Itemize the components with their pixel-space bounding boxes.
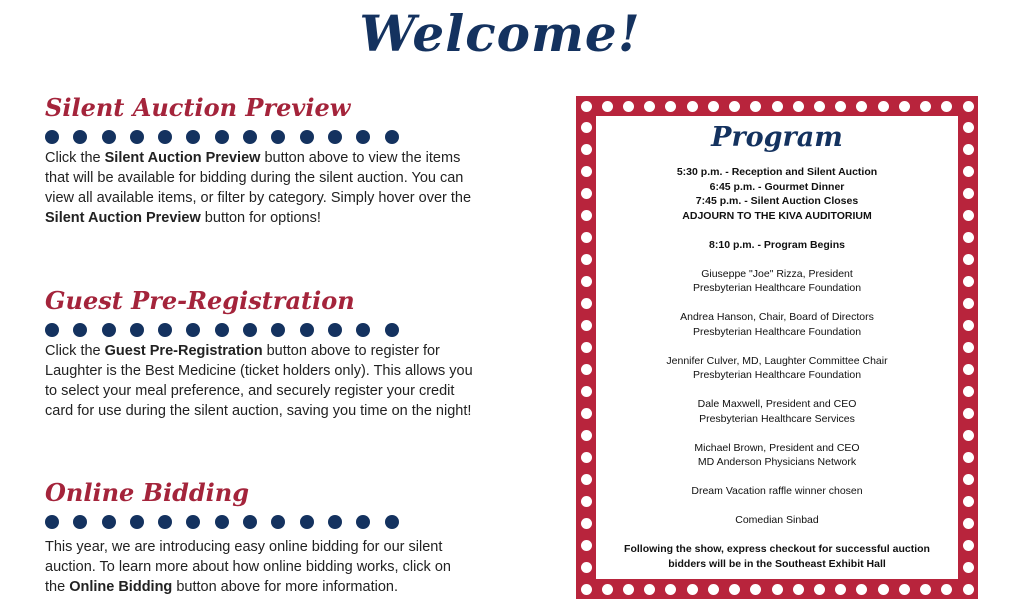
marquee-bulb [729,101,740,112]
marquee-bulb [814,101,825,112]
marquee-bulb [963,540,974,551]
page-title: Welcome! [359,4,641,63]
marquee-bulb [708,101,719,112]
marquee-bulb [581,342,592,353]
marquee-bulb [963,166,974,177]
marquee-bulb [899,101,910,112]
divider-dot [300,323,314,337]
marquee-bulb [963,298,974,309]
marquee-bulb [581,101,592,112]
marquee-bulb [581,496,592,507]
divider-dot [186,323,200,337]
divider-dot [186,515,200,529]
section-heading: Online Bidding [45,478,249,507]
divider-dot [356,130,370,144]
marquee-bulb [963,474,974,485]
marquee-bulb [602,584,613,595]
speaker-name: Jennifer Culver, MD, Laughter Committee Chair [666,354,888,367]
marquee-bulb [793,101,804,112]
marquee-bulb [963,210,974,221]
marquee-bulb [941,101,952,112]
divider-dot [45,515,59,529]
marquee-bulb [878,584,889,595]
speaker-name: Michael Brown, President and CEO [694,441,860,454]
marquee-bulb [644,101,655,112]
marquee-bulb [581,144,592,155]
program-title: Program [711,122,843,153]
marquee-bulb [708,584,719,595]
marquee-bulb [814,584,825,595]
marquee-bulb [581,386,592,397]
marquee-bulb [856,101,867,112]
raffle-line: Dream Vacation raffle winner chosen [691,485,863,497]
divider-dot [102,515,116,529]
marquee-bulb [899,584,910,595]
divider-dot [385,323,399,337]
marquee-bulb [963,584,974,595]
section-body: This year, we are introducing easy online bidding for our silent auction. To learn more about how online bidding works, click on the Online Bidding button above for more information. [45,539,451,595]
marquee-bulb [963,452,974,463]
marquee-bulb [581,364,592,375]
marquee-bulb [729,584,740,595]
marquee-bulb [920,101,931,112]
marquee-bulb [835,584,846,595]
divider-dot [130,130,144,144]
marquee-bulb [623,584,634,595]
dot-divider [45,515,485,529]
divider-dot [328,130,342,144]
divider-dot [243,130,257,144]
marquee-bulb [941,584,952,595]
section-online-bidding [45,477,485,597]
marquee-bulb [772,101,783,112]
divider-dot [271,323,285,337]
speaker-name: Dale Maxwell, President and CEO [697,398,857,410]
schedule-item: 6:45 p.m. - Gourmet Dinner [709,180,845,193]
divider-dot [102,130,116,144]
speaker-org: Presbyterian Healthcare Foundation [692,282,862,294]
marquee-bulb [963,188,974,199]
marquee-bulb [623,101,634,112]
section-heading: Guest Pre-Registration [45,286,355,315]
divider-dot [215,130,229,144]
schedule-item: ADJOURN TO THE KIVA AUDITORIUM [682,209,872,222]
marquee-bulb [963,320,974,331]
checkout-note: Following the show, express checkout for successful auction [624,543,930,555]
section-heading: Silent Auction Preview [45,93,351,122]
marquee-bulb [793,584,804,595]
divider-dot [328,515,342,529]
marquee-bulb [581,562,592,573]
marquee-bulb [581,122,592,133]
divider-dot [300,130,314,144]
divider-dot [385,515,399,529]
divider-dot [356,323,370,337]
marquee-bulb [963,518,974,529]
marquee-bulb [665,101,676,112]
divider-dot [215,515,229,529]
marquee-bulb [963,122,974,133]
marquee-bulb [581,474,592,485]
marquee-bulb [772,584,783,595]
marquee-bulb [963,342,974,353]
speaker-org: Presbyterian Healthcare Foundation [692,325,862,338]
marquee-bulb [665,584,676,595]
marquee-bulb [581,518,592,529]
marquee-bulb [581,584,592,595]
divider-dot [130,323,144,337]
section-guest-registration [45,285,485,421]
divider-dot [73,515,87,529]
divider-dot [45,323,59,337]
divider-dot [130,515,144,529]
marquee-bulb [581,452,592,463]
divider-dot [300,515,314,529]
program-schedule [596,165,958,571]
marquee-bulb [581,320,592,331]
marquee-bulb [963,430,974,441]
marquee-bulb [920,584,931,595]
speaker-name: Giuseppe "Joe" Rizza, President [701,267,853,280]
marquee-bulb [963,232,974,243]
marquee-bulb [581,166,592,177]
marquee-bulb [963,254,974,265]
divider-dot [158,515,172,529]
marquee-bulb [963,364,974,375]
divider-dot [73,323,87,337]
divider-dot [73,130,87,144]
divider-dot [271,130,285,144]
marquee-bulb [963,276,974,287]
divider-dot [356,515,370,529]
comedian-line: Comedian Sinbad [735,514,819,526]
marquee-bulb [687,584,698,595]
marquee-bulb [750,101,761,112]
marquee-bulb [581,540,592,551]
section-silent-auction [45,92,485,228]
marquee-bulb [581,430,592,441]
marquee-bulb [687,101,698,112]
divider-dot [158,130,172,144]
speaker-org: MD Anderson Physicians Network [697,456,857,468]
divider-dot [271,515,285,529]
marquee-bulb [963,408,974,419]
divider-dot [45,130,59,144]
program-marquee-frame [576,96,978,599]
divider-dot [158,323,172,337]
divider-dot [215,323,229,337]
dot-divider [45,323,485,337]
marquee-bulb [581,276,592,287]
marquee-bulb [963,386,974,397]
speaker-name: Andrea Hanson, Chair, Board of Directors [680,311,874,323]
marquee-bulb [581,254,592,265]
marquee-bulb [581,298,592,309]
section-body: Click the Silent Auction Preview button above to view the items that will be available for bidding during the silent auction. You can view all available items, or filter by category. Simply hover over the Silent Auction Preview button for options! [45,150,472,226]
speaker-org: Presbyterian Healthcare Foundation [692,369,862,381]
marquee-bulb [644,584,655,595]
divider-dot [243,323,257,337]
marquee-bulb [963,144,974,155]
divider-dot [102,323,116,337]
program-card [596,116,958,579]
checkout-note: bidders will be in the Southeast Exhibit Hall [668,557,886,570]
speaker-org: Presbyterian Healthcare Services [699,412,855,425]
marquee-bulb [963,101,974,112]
divider-dot [186,130,200,144]
marquee-bulb [856,584,867,595]
schedule-item: 5:30 p.m. - Reception and Silent Auction [676,166,878,178]
schedule-item: 7:45 p.m. - Silent Auction Closes [695,195,859,207]
program-begins: 8:10 p.m. - Program Begins [709,238,845,251]
marquee-bulb [963,496,974,507]
marquee-bulb [581,210,592,221]
section-body: Click the Guest Pre-Registration button above to register for Laughter is the Best Medicine (ticket holders only). This allows you to select your meal preference, and securely register your credit card for use during the silent auction, saving you time on the night! [45,343,473,419]
marquee-bulb [581,188,592,199]
marquee-bulb [835,101,846,112]
marquee-bulb [878,101,889,112]
dot-divider [45,130,485,144]
divider-dot [328,323,342,337]
marquee-bulb [750,584,761,595]
divider-dot [385,130,399,144]
marquee-bulb [581,232,592,243]
marquee-bulb [602,101,613,112]
marquee-bulb [581,408,592,419]
divider-dot [243,515,257,529]
marquee-bulb [963,562,974,573]
